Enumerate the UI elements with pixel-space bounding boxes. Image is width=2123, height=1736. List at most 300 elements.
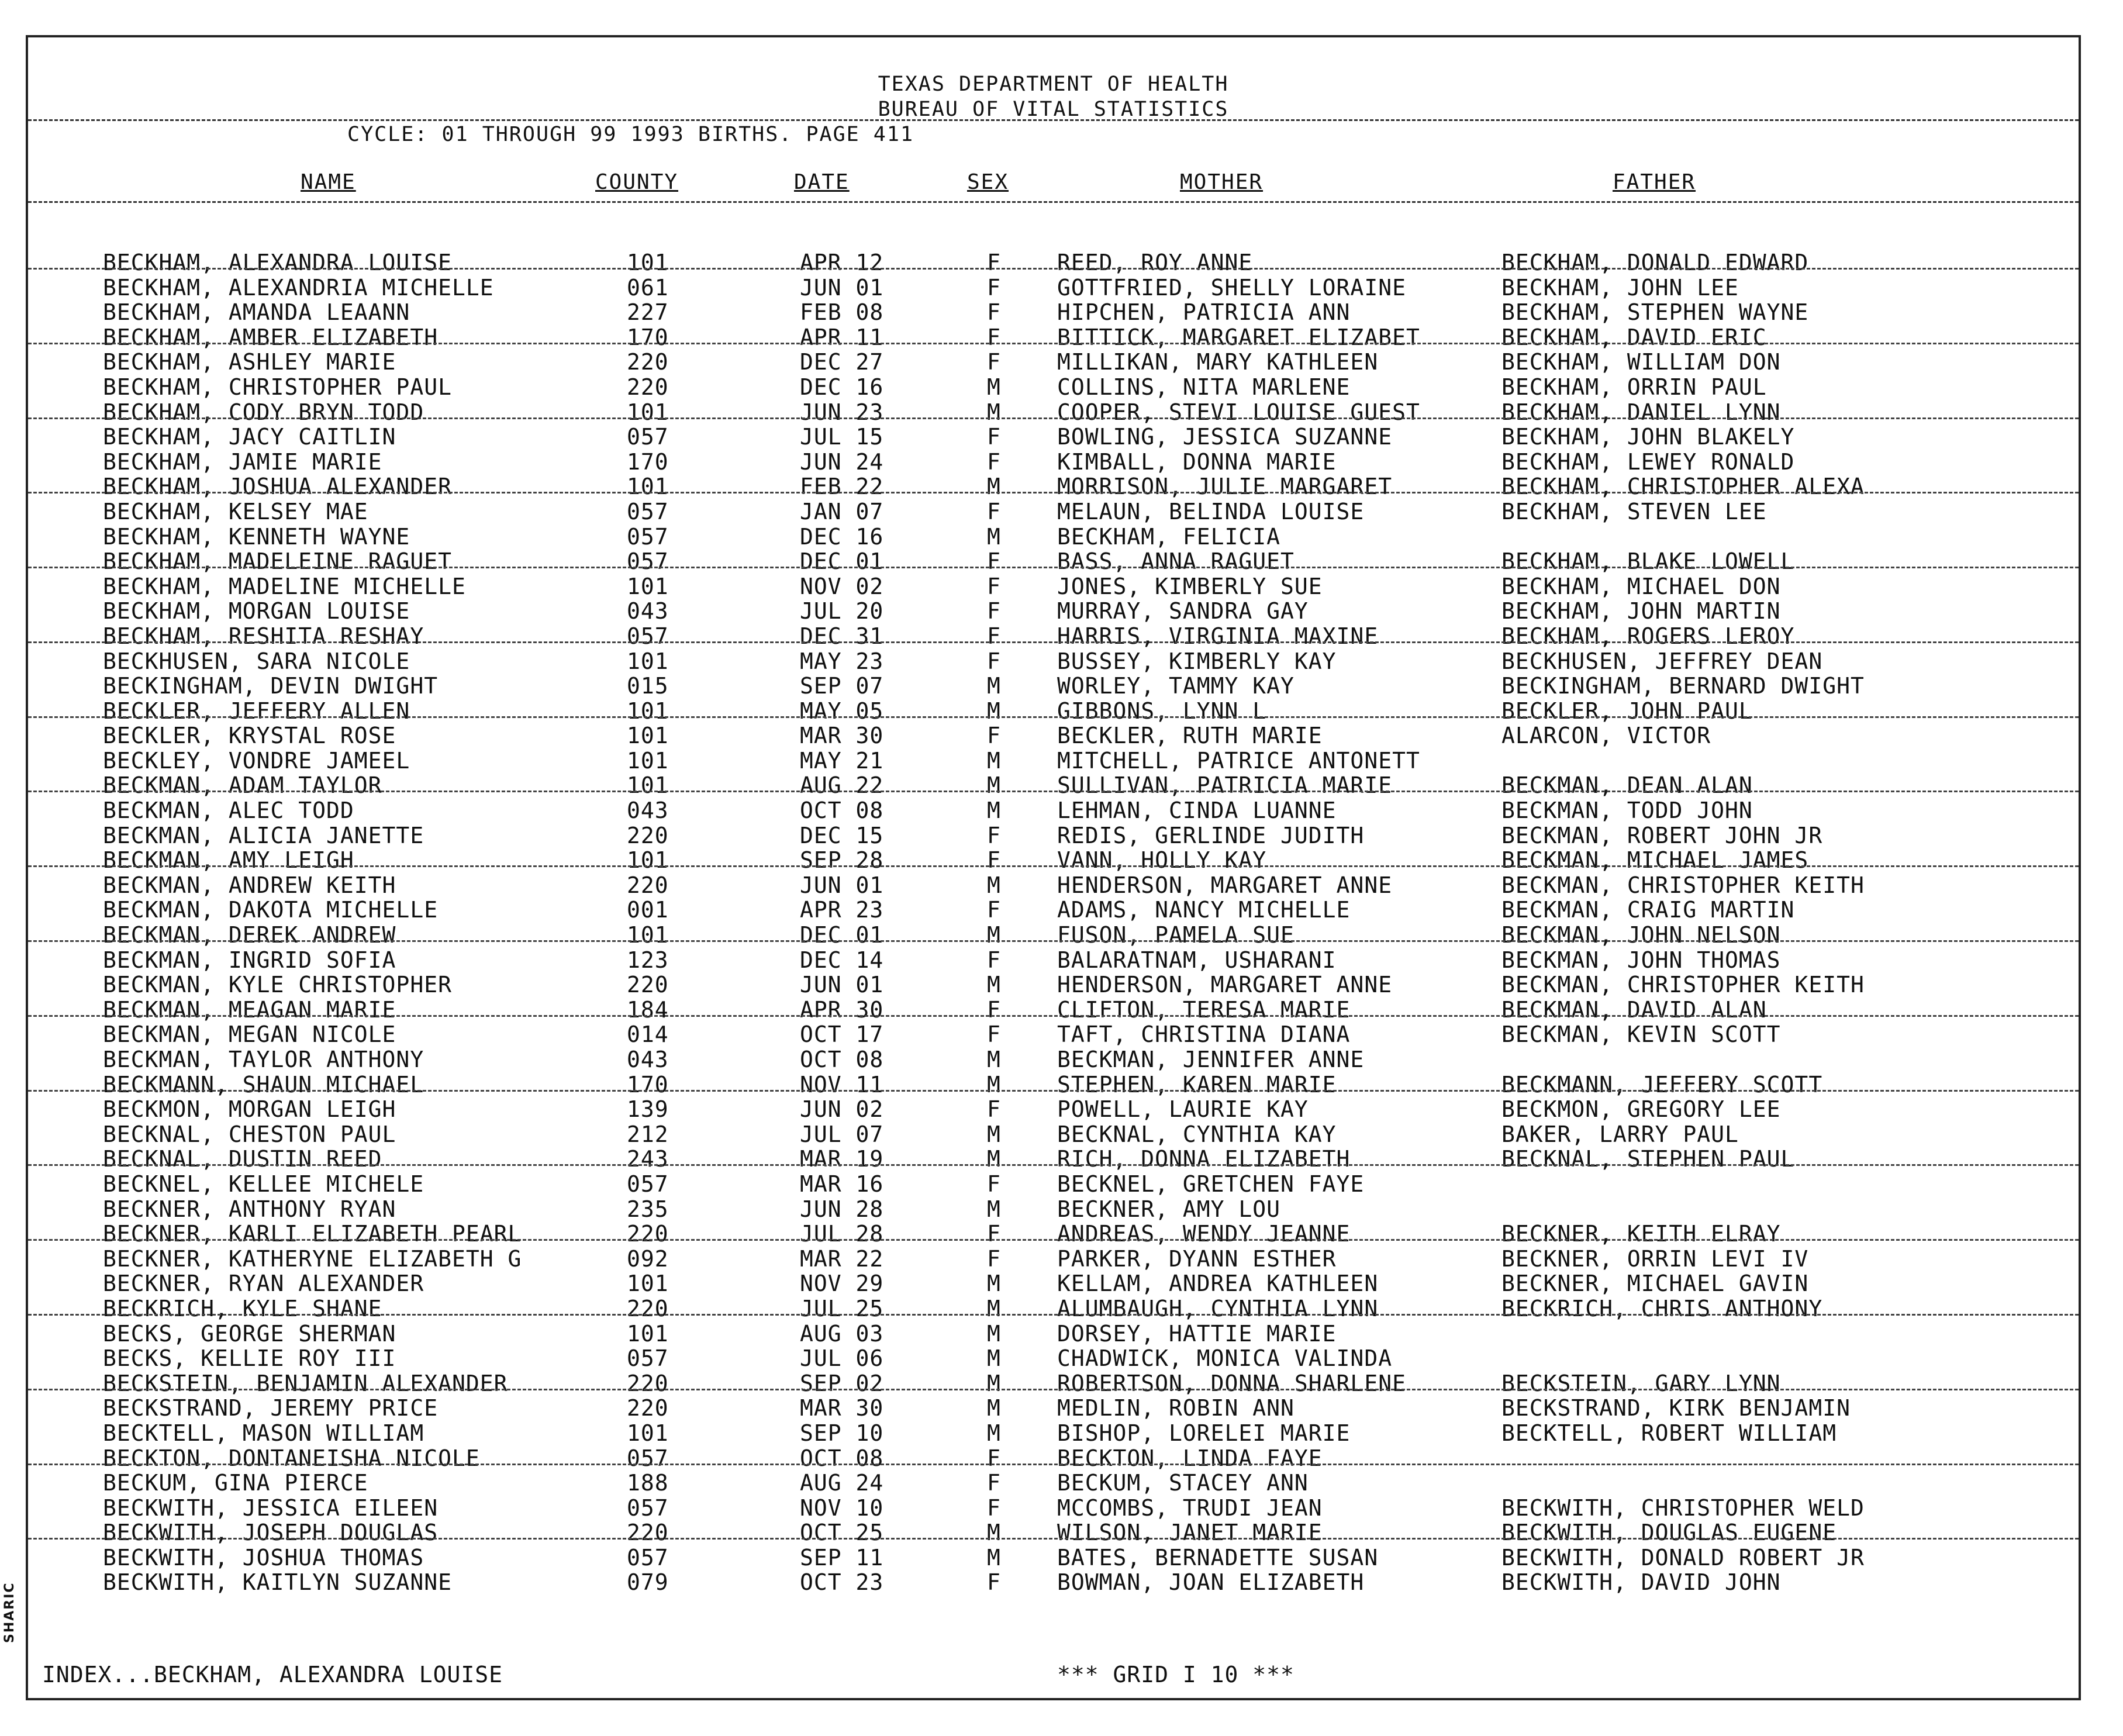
cell-date: NOV 02 [800,573,884,599]
cell-date: DEC 27 [800,349,884,375]
cell-date: SEP 28 [800,847,884,874]
cell-county: 220 [627,972,669,998]
cell-mother: ALUMBAUGH, CYNTHIA LYNN [1057,1295,1379,1321]
cell-county: 043 [627,1047,669,1072]
cell-mother: BISHOP, LORELEI MARIE [1057,1420,1351,1446]
cell-county: 139 [627,1096,669,1123]
cell-county: 057 [627,548,669,575]
cell-sex: M [987,474,1001,500]
cell-date: JUN 23 [800,399,884,425]
table-row [28,1072,2079,1097]
cell-date: JUN 24 [800,448,884,475]
cell-father: BECKNER, ORRIN LEVI IV [1501,1245,1809,1272]
cell-name: BECKMAN, KYLE CHRISTOPHER [103,972,452,998]
cell-name: BECKNER, KARLI ELIZABETH PEARL [103,1221,522,1247]
cell-county: 043 [627,598,669,624]
table-row [28,1321,2079,1347]
cell-father: BECKNER, MICHAEL GAVIN [1501,1271,1809,1297]
cell-sex: F [987,250,1001,275]
cell-mother: REDIS, GERLINDE JUDITH [1057,822,1365,848]
cell-date: JUN 02 [800,1096,884,1123]
cell-father: ALARCON, VICTOR [1501,723,1711,749]
cell-date: MAY 21 [800,747,884,774]
cell-sex: M [987,399,1001,425]
cell-county: 057 [627,1544,669,1571]
cell-date: JUL 06 [800,1345,884,1372]
cell-date: NOV 29 [800,1271,884,1297]
cell-county: 220 [627,822,669,848]
cell-name: BECKWITH, JESSICA EILEEN [103,1495,439,1521]
cell-name: BECKINGHAM, DEVIN DWIGHT [103,673,439,699]
cell-father: BECKMAN, CHRISTOPHER KEITH [1501,872,1865,898]
cell-sex: F [987,1171,1001,1197]
cell-mother: HIPCHEN, PATRICIA ANN [1057,299,1351,326]
cell-father: BECKHAM, JOHN BLAKELY [1501,424,1795,450]
cell-name: BECKHAM, KENNETH WAYNE [103,523,410,550]
cell-mother: KIMBALL, DONNA MARIE [1057,448,1337,475]
cell-mother: CLIFTON, TERESA MARIE [1057,996,1351,1023]
cell-name: BECKUM, GINA PIERCE [103,1470,368,1496]
column-header-name: NAME [301,170,356,194]
table-row [28,1421,2079,1446]
cell-sex: F [987,498,1001,524]
cell-sex: F [987,424,1001,450]
cell-father: BECKMANN, JEFFERY SCOTT [1501,1071,1823,1097]
cell-county: 235 [627,1196,669,1222]
cell-sex: M [987,1196,1001,1222]
table-row [28,1520,2079,1545]
cell-sex: M [987,872,1001,898]
cell-county: 220 [627,1221,669,1247]
table-row [28,599,2079,624]
cell-date: OCT 23 [800,1569,884,1596]
cell-name: BECKRICH, KYLE SHANE [103,1295,382,1321]
cell-date: MAY 23 [800,648,884,674]
cell-mother: MILLIKAN, MARY KATHLEEN [1057,349,1379,375]
cell-county: 220 [627,349,669,375]
cell-sex: M [987,1420,1001,1446]
cell-father: BECKMAN, JOHN THOMAS [1501,947,1781,973]
table-row [28,1172,2079,1197]
table-row [28,1396,2079,1421]
cell-sex: F [987,448,1001,475]
cell-father: BECKMAN, MICHAEL JAMES [1501,847,1809,874]
cell-father: BECKLER, JOHN PAUL [1501,698,1753,724]
cell-name: BECKMON, MORGAN LEIGH [103,1096,396,1123]
cell-date: SEP 02 [800,1370,884,1396]
cell-date: DEC 15 [800,822,884,848]
cell-father: BECKWITH, DAVID JOHN [1501,1569,1781,1596]
cell-father: BECKSTEIN, GARY LYNN [1501,1370,1781,1396]
table-row [28,300,2079,325]
table-row [28,748,2079,774]
cell-date: JUL 15 [800,424,884,450]
cell-sex: M [987,972,1001,998]
cell-name: BECKHAM, AMBER ELIZABETH [103,324,439,350]
cell-mother: POWELL, LAURIE KAY [1057,1096,1309,1123]
cell-father: BECKMAN, DAVID ALAN [1501,996,1767,1023]
column-header-sex: SEX [967,170,1009,194]
cell-mother: MCCOMBS, TRUDI JEAN [1057,1495,1323,1521]
cell-father: BECKNAL, STEPHEN PAUL [1501,1146,1795,1172]
table-row [28,1570,2079,1595]
cell-sex: F [987,623,1001,649]
cell-mother: CHADWICK, MONICA VALINDA [1057,1345,1393,1372]
table-row [28,848,2079,873]
cell-date: OCT 08 [800,1047,884,1072]
cell-mother: WORLEY, TAMMY KAY [1057,673,1294,699]
cell-county: 101 [627,1320,669,1347]
cell-mother: MITCHELL, PATRICE ANTONETT [1057,747,1420,774]
cell-mother: REED, ROY ANNE [1057,250,1253,275]
table-row [28,624,2079,649]
cell-mother: BECKTON, LINDA FAYE [1057,1445,1323,1471]
cell-date: MAR 19 [800,1146,884,1172]
cell-date: DEC 31 [800,623,884,649]
table-row [28,1097,2079,1122]
cell-mother: JONES, KIMBERLY SUE [1057,573,1323,599]
cell-name: BECKWITH, KAITLYN SUZANNE [103,1569,452,1596]
cell-date: APR 11 [800,324,884,350]
cell-father: BECKHAM, WILLIAM DON [1501,349,1781,375]
cell-sex: M [987,374,1001,400]
cell-date: MAR 30 [800,1395,884,1421]
cell-county: 101 [627,847,669,874]
cell-name: BECKHAM, MADELEINE RAGUET [103,548,452,575]
cell-mother: STEPHEN, KAREN MARIE [1057,1071,1337,1097]
cell-sex: F [987,1569,1001,1596]
cell-sex: F [987,1096,1001,1123]
table-row [28,1197,2079,1222]
cell-date: FEB 22 [800,474,884,500]
cell-mother: BOWMAN, JOAN ELIZABETH [1057,1569,1365,1596]
table-row [28,350,2079,375]
cell-mother: BATES, BERNADETTE SUSAN [1057,1544,1379,1571]
cell-sex: M [987,922,1001,948]
cell-sex: M [987,673,1001,699]
cell-father: BECKMAN, DEAN ALAN [1501,772,1753,799]
cell-county: 170 [627,1071,669,1097]
cell-date: APR 30 [800,996,884,1023]
table-row [28,1371,2079,1396]
cell-sex: M [987,523,1001,550]
table-row [28,674,2079,699]
index-footer: INDEX...BECKHAM, ALEXANDRA LOUISE [42,1662,503,1687]
cell-sex: M [987,747,1001,774]
cell-mother: MELAUN, BELINDA LOUISE [1057,498,1365,524]
cell-mother: HENDERSON, MARGARET ANNE [1057,972,1393,998]
cell-sex: M [987,798,1001,824]
cell-name: BECKMAN, DEREK ANDREW [103,922,396,948]
cell-mother: GOTTFRIED, SHELLY LORAINE [1057,274,1406,301]
cell-date: NOV 11 [800,1071,884,1097]
cell-father: BECKHAM, JOHN MARTIN [1501,598,1781,624]
cell-name: BECKHAM, JAMIE MARIE [103,448,382,475]
cell-county: 101 [627,399,669,425]
cell-name: BECKHUSEN, SARA NICOLE [103,648,410,674]
cell-father: BECKMAN, ROBERT JOHN JR [1501,822,1823,848]
cell-county: 170 [627,448,669,475]
cell-father: BECKHAM, ORRIN PAUL [1501,374,1767,400]
cell-name: BECKS, KELLIE ROY III [103,1345,396,1372]
cell-county: 243 [627,1146,669,1172]
cell-date: JUL 25 [800,1295,884,1321]
table-row [28,773,2079,798]
cell-mother: LEHMAN, CINDA LUANNE [1057,798,1337,824]
cell-father: BECKHAM, MICHAEL DON [1501,573,1781,599]
cell-county: 079 [627,1569,669,1596]
cell-sex: F [987,1445,1001,1471]
cell-sex: F [987,324,1001,350]
cell-father: BAKER, LARRY PAUL [1501,1121,1739,1147]
cell-date: OCT 25 [800,1520,884,1546]
cell-mother: BECKLER, RUTH MARIE [1057,723,1323,749]
cell-sex: M [987,1345,1001,1372]
cell-mother: BECKUM, STACEY ANN [1057,1470,1309,1496]
cell-name: BECKHAM, MORGAN LOUISE [103,598,410,624]
cell-county: 057 [627,498,669,524]
column-header-mother: MOTHER [1180,170,1264,194]
cell-sex: F [987,299,1001,326]
cell-county: 220 [627,374,669,400]
cell-sex: M [987,698,1001,724]
cell-sex: F [987,1021,1001,1048]
cell-date: AUG 22 [800,772,884,799]
cell-sex: M [987,1121,1001,1147]
cell-name: BECKHAM, CHRISTOPHER PAUL [103,374,452,400]
cell-mother: DORSEY, HATTIE MARIE [1057,1320,1337,1347]
cell-name: BECKWITH, JOSEPH DOUGLAS [103,1520,439,1546]
table-row [28,474,2079,499]
cell-father: BECKHAM, STEPHEN WAYNE [1501,299,1809,326]
table-row [28,823,2079,848]
table-row [28,375,2079,400]
table-row [28,1346,2079,1371]
column-header-father: FATHER [1613,170,1696,194]
cell-sex: F [987,847,1001,874]
cell-county: 001 [627,897,669,923]
table-row [28,1247,2079,1272]
cell-county: 101 [627,474,669,500]
cell-county: 101 [627,573,669,599]
cell-father: BECKHAM, ROGERS LEROY [1501,623,1795,649]
cell-county: 101 [627,250,669,275]
cell-mother: HARRIS, VIRGINIA MAXINE [1057,623,1379,649]
cell-name: BECKNAL, CHESTON PAUL [103,1121,396,1147]
cell-name: BECKMANN, SHAUN MICHAEL [103,1071,424,1097]
cell-name: BECKTELL, MASON WILLIAM [103,1420,424,1446]
cell-father: BECKMAN, KEVIN SCOTT [1501,1021,1781,1048]
cell-mother: BASS, ANNA RAGUET [1057,548,1294,575]
cell-sex: F [987,1470,1001,1496]
cell-mother: MORRISON, JULIE MARGARET [1057,474,1393,500]
cell-county: 057 [627,1345,669,1372]
cell-name: BECKNEL, KELLEE MICHELE [103,1171,424,1197]
cell-name: BECKMAN, TAYLOR ANTHONY [103,1047,424,1072]
cell-father: BECKSTRAND, KIRK BENJAMIN [1501,1395,1851,1421]
header-divider [28,119,2079,121]
cell-date: MAR 30 [800,723,884,749]
cell-sex: F [987,274,1001,301]
cell-county: 227 [627,299,669,326]
cell-date: JUN 28 [800,1196,884,1222]
cell-name: BECKMAN, ALICIA JANETTE [103,822,424,848]
cell-name: BECKMAN, DAKOTA MICHELLE [103,897,439,923]
column-header-county: COUNTY [595,170,679,194]
cell-county: 061 [627,274,669,301]
table-row [28,1022,2079,1047]
cell-date: MAR 22 [800,1245,884,1272]
cell-sex: M [987,1320,1001,1347]
cell-name: BECKLER, JEFFERY ALLEN [103,698,410,724]
table-row [28,1545,2079,1571]
cell-name: BECKMAN, MEAGAN MARIE [103,996,396,1023]
cell-county: 212 [627,1121,669,1147]
cell-father: BECKMON, GREGORY LEE [1501,1096,1781,1123]
cell-name: BECKHAM, ALEXANDRIA MICHELLE [103,274,494,301]
cell-date: DEC 14 [800,947,884,973]
cell-sex: F [987,573,1001,599]
table-row [28,499,2079,524]
cell-name: BECKHAM, CODY BRYN TODD [103,399,424,425]
cell-sex: F [987,822,1001,848]
cell-sex: F [987,1495,1001,1521]
cell-date: JAN 07 [800,498,884,524]
cell-sex: M [987,1271,1001,1297]
report-sheet [26,35,2081,1700]
table-row [28,873,2079,898]
table-row [28,574,2079,599]
cell-mother: TAFT, CHRISTINA DIANA [1057,1021,1351,1048]
table-row [28,325,2079,350]
table-row [28,1047,2079,1072]
cell-date: MAY 05 [800,698,884,724]
cell-county: 123 [627,947,669,973]
cell-date: JUN 01 [800,972,884,998]
cell-sex: M [987,1544,1001,1571]
cell-name: BECKHAM, JOSHUA ALEXANDER [103,474,452,500]
cell-father: BECKHUSEN, JEFFREY DEAN [1501,648,1823,674]
cell-father: BECKHAM, DAVID ERIC [1501,324,1767,350]
cell-mother: WILSON, JANET MARIE [1057,1520,1323,1546]
cell-sex: M [987,1146,1001,1172]
column-header-date: DATE [794,170,850,194]
table-row [28,524,2079,550]
cell-mother: ROBERTSON, DONNA SHARLENE [1057,1370,1406,1396]
cell-name: BECKMAN, INGRID SOFIA [103,947,396,973]
cell-sex: F [987,1221,1001,1247]
table-row [28,275,2079,301]
cell-county: 170 [627,324,669,350]
cell-county: 188 [627,1470,669,1496]
table-row [28,549,2079,574]
cell-date: AUG 24 [800,1470,884,1496]
cell-name: BECKHAM, ALEXANDRA LOUISE [103,250,452,275]
cell-name: BECKLER, KRYSTAL ROSE [103,723,396,749]
cell-county: 014 [627,1021,669,1048]
cell-mother: COLLINS, NITA MARLENE [1057,374,1351,400]
cell-father: BECKMAN, TODD JOHN [1501,798,1753,824]
table-row [28,400,2079,425]
cell-date: JUL 28 [800,1221,884,1247]
cell-name: BECKNAL, DUSTIN REED [103,1146,382,1172]
cell-county: 101 [627,648,669,674]
cell-name: BECKMAN, ALEC TODD [103,798,354,824]
cell-sex: F [987,1245,1001,1272]
cell-mother: ADAMS, NANCY MICHELLE [1057,897,1351,923]
cell-father: BECKMAN, CHRISTOPHER KEITH [1501,972,1865,998]
table-row [28,1221,2079,1247]
cell-date: SEP 10 [800,1420,884,1446]
cell-sex: M [987,1370,1001,1396]
cell-county: 101 [627,922,669,948]
cell-name: BECKHAM, ASHLEY MARIE [103,349,396,375]
cell-sex: M [987,1071,1001,1097]
cell-father: BECKWITH, DONALD ROBERT JR [1501,1544,1865,1571]
cell-mother: COOPER, STEVI LOUISE GUEST [1057,399,1420,425]
cell-father: BECKHAM, DANIEL LYNN [1501,399,1781,425]
cell-date: JUL 07 [800,1121,884,1147]
cell-father: BECKTELL, ROBERT WILLIAM [1501,1420,1837,1446]
cell-sex: F [987,648,1001,674]
cell-father: BECKWITH, DOUGLAS EUGENE [1501,1520,1837,1546]
table-row [28,1446,2079,1471]
cell-county: 057 [627,1171,669,1197]
table-row [28,972,2079,998]
cell-mother: VANN, HOLLY KAY [1057,847,1267,874]
cell-mother: ANDREAS, WENDY JEANNE [1057,1221,1351,1247]
table-row [28,1147,2079,1172]
cell-mother: BECKNEL, GRETCHEN FAYE [1057,1171,1365,1197]
table-row [28,250,2079,275]
cell-sex: F [987,723,1001,749]
table-row [28,1271,2079,1296]
cell-date: MAR 16 [800,1171,884,1197]
cell-county: 220 [627,872,669,898]
cell-mother: GIBBONS, LYNN L [1057,698,1267,724]
cell-sex: M [987,1047,1001,1072]
cell-mother: BUSSEY, KIMBERLY KAY [1057,648,1337,674]
cell-father: BECKNER, KEITH ELRAY [1501,1221,1781,1247]
cell-county: 101 [627,747,669,774]
cell-county: 057 [627,1495,669,1521]
records-table [28,250,2079,1595]
cell-name: BECKNER, ANTHONY RYAN [103,1196,396,1222]
cell-county: 057 [627,1445,669,1471]
cell-mother: FUSON, PAMELA SUE [1057,922,1294,948]
table-row [28,723,2079,748]
cell-mother: BALARATNAM, USHARANI [1057,947,1337,973]
cell-county: 092 [627,1245,669,1272]
cell-date: NOV 10 [800,1495,884,1521]
cell-date: DEC 01 [800,548,884,575]
cell-mother: BECKNER, AMY LOU [1057,1196,1281,1222]
cell-date: OCT 17 [800,1021,884,1048]
cell-mother: MURRAY, SANDRA GAY [1057,598,1309,624]
cell-date: JUN 01 [800,274,884,301]
cell-father: BECKMAN, JOHN NELSON [1501,922,1781,948]
cell-father: BECKMAN, CRAIG MARTIN [1501,897,1795,923]
cell-county: 057 [627,623,669,649]
cell-date: DEC 16 [800,523,884,550]
table-row [28,1122,2079,1147]
cell-name: BECKS, GEORGE SHERMAN [103,1320,396,1347]
table-row [28,1471,2079,1496]
cell-date: APR 12 [800,250,884,275]
report-title: TEXAS DEPARTMENT OF HEALTH [878,73,1229,96]
cell-mother: BECKMAN, JENNIFER ANNE [1057,1047,1365,1072]
cell-name: BECKHAM, KELSEY MAE [103,498,368,524]
